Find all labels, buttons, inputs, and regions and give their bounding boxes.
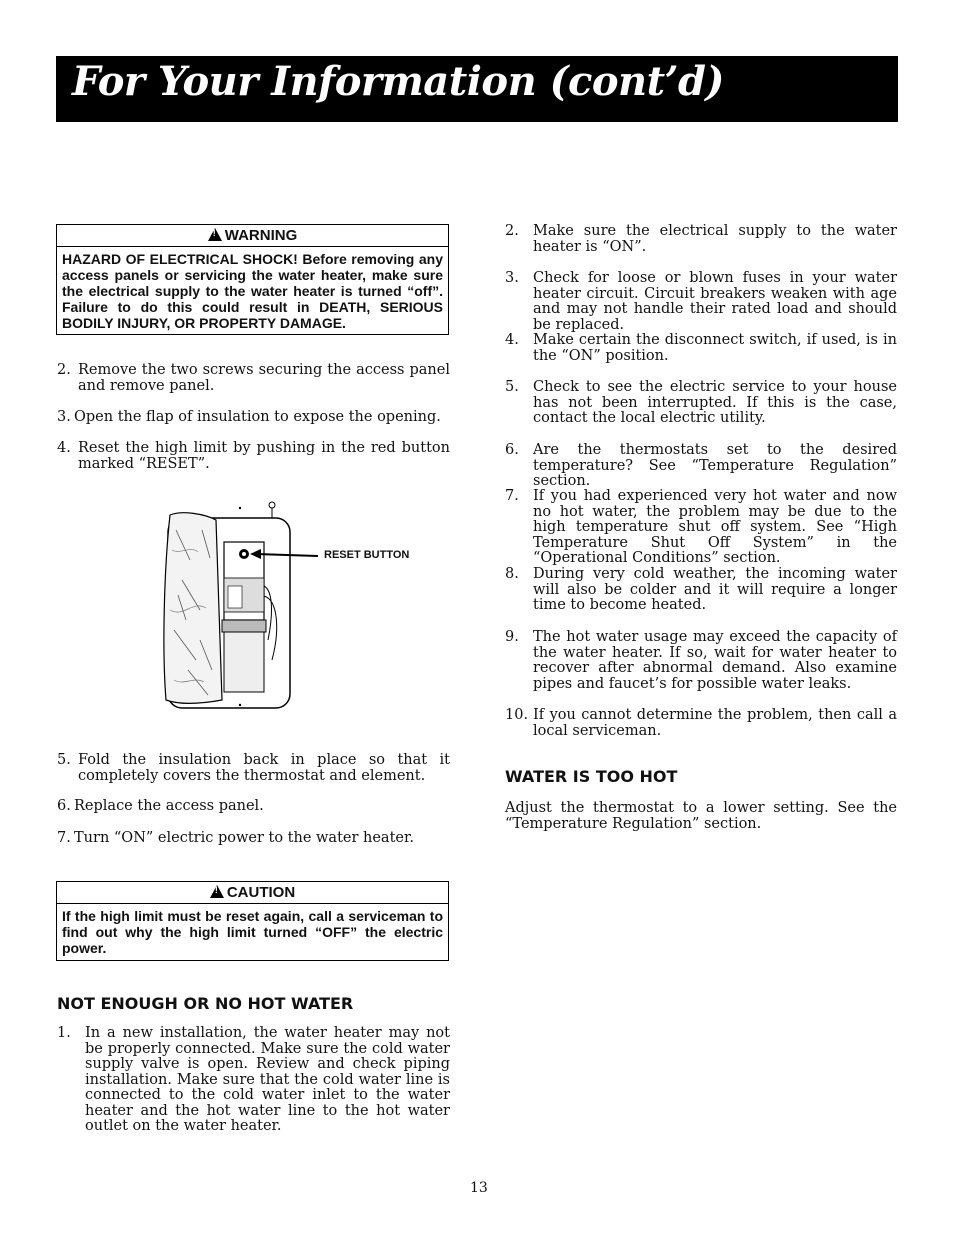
list-item-text: Replace the access panel. [74, 798, 264, 814]
list-item [505, 271, 897, 333]
list-item [57, 799, 450, 815]
list-item [505, 567, 897, 614]
list-item [505, 630, 897, 692]
list-item-text: Make sure the electrical supply to the water heater is “ON”. [533, 223, 897, 255]
list-item-text: Turn “ON” electric power to the water heater. [74, 830, 414, 846]
warning-text: HAZARD OF ELECTRICAL SHOCK! Before removing any access panels or servicing the water heater, make sure the electrical supply to the water heater is turned “off”. Failure to do this could result in DEATH, SERIOUS BODILY INJURY, OR PROPERTY DAMAGE. [62, 251, 443, 331]
caution-header [57, 882, 448, 904]
list-item [505, 489, 897, 567]
list-item-number: 3. [57, 409, 71, 425]
page-header [56, 56, 898, 122]
list-item-number: 6. [505, 442, 519, 458]
warning-triangle-icon: ! [208, 225, 225, 246]
list-item [505, 224, 897, 255]
list-item [57, 831, 450, 847]
list-item-number: 5. [57, 752, 71, 768]
list-item-number: 3. [505, 270, 519, 286]
list-item-text: Check for loose or blown fuses in your water heater circuit. Circuit breakers weaken with age and may not handle their rated load and should be replaced. [533, 270, 897, 333]
warning-box [56, 224, 449, 335]
page-number: 13 [470, 1180, 488, 1196]
list-item-text: During very cold weather, the incoming water will also be colder and it will require a longer time to become heated. [533, 566, 897, 613]
list-item-number: 6. [57, 798, 71, 814]
list-item-number: 7. [505, 488, 519, 504]
list-item-text: Make certain the disconnect switch, if used, is in the “ON” position. [533, 332, 897, 364]
section-heading: WATER IS TOO HOT [505, 767, 678, 786]
list-item-text: Are the thermostats set to the desired temperature? See “Temperature Regulation” section. [533, 442, 897, 489]
list-item [505, 333, 897, 364]
list-item-text: Remove the two screws securing the access panel and remove panel. [78, 362, 450, 394]
list-item-text: Open the flap of insulation to expose the opening. [74, 409, 441, 425]
caution-box [56, 881, 449, 961]
list-item-text: In a new installation, the water heater may not be properly connected. Make sure the cold water supply valve is open. Review and check piping installation. Make sure that the cold water line is connected to the cold water inlet to the water heater and the hot water line to the hot water outlet on the water heater. [85, 1025, 450, 1134]
warning-header [57, 225, 448, 247]
list-item [57, 363, 450, 394]
list-item-number: 4. [505, 332, 519, 348]
list-item-number: 9. [505, 629, 519, 645]
list-item-text: If you cannot determine the problem, then call a local serviceman. [533, 707, 897, 739]
list-item-text: If you had experienced very hot water and now no hot water, the problem may be due to the high temperature shut off system. See “High Temperature Shut Off System” in the “Operational Conditions” section. [533, 488, 897, 566]
warning-triangle-icon: ! [210, 882, 227, 903]
list-item-number: 10. [505, 707, 529, 723]
list-item [57, 441, 450, 472]
list-item [57, 753, 450, 784]
list-item-text: Fold the insulation back in place so that it completely covers the thermostat and element. [78, 752, 450, 784]
list-item-number: 2. [505, 223, 519, 239]
list-item-number: 1. [57, 1025, 71, 1041]
section-heading: NOT ENOUGH OR NO HOT WATER [57, 994, 354, 1013]
page-title: For Your Information (cont’d) [72, 58, 724, 105]
warning-label: WARNING [224, 227, 298, 244]
caution-text: If the high limit must be reset again, call a serviceman to find out why the high limit turned “OFF” the electric power. [62, 908, 443, 956]
list-item-text: Check to see the electric service to your house has not been interrupted. If this is the case, contact the local electric utility. [533, 379, 897, 426]
list-item [57, 410, 450, 426]
caution-label: CAUTION [226, 884, 296, 901]
list-item-number: 5. [505, 379, 519, 395]
reset-button-callout: RESET BUTTON [324, 549, 410, 561]
list-item-number: 2. [57, 362, 71, 378]
list-item-number: 4. [57, 440, 71, 456]
list-item-number: 7. [57, 830, 71, 846]
list-item [505, 380, 897, 427]
list-item [505, 443, 897, 490]
list-item-number: 8. [505, 566, 519, 582]
thermostat-illustration [160, 500, 460, 715]
list-item [505, 708, 897, 739]
list-item [57, 1026, 450, 1135]
list-item-text: Reset the high limit by pushing in the red button marked “RESET”. [78, 440, 450, 472]
list-item-text: The hot water usage may exceed the capacity of the water heater. If so, wait for water heater to recover after abnormal demand. Also examine pipes and faucet’s for possible water leaks. [533, 629, 897, 692]
too-hot-paragraph: Adjust the thermostat to a lower setting. See the “Temperature Regulation” section. [505, 800, 897, 832]
